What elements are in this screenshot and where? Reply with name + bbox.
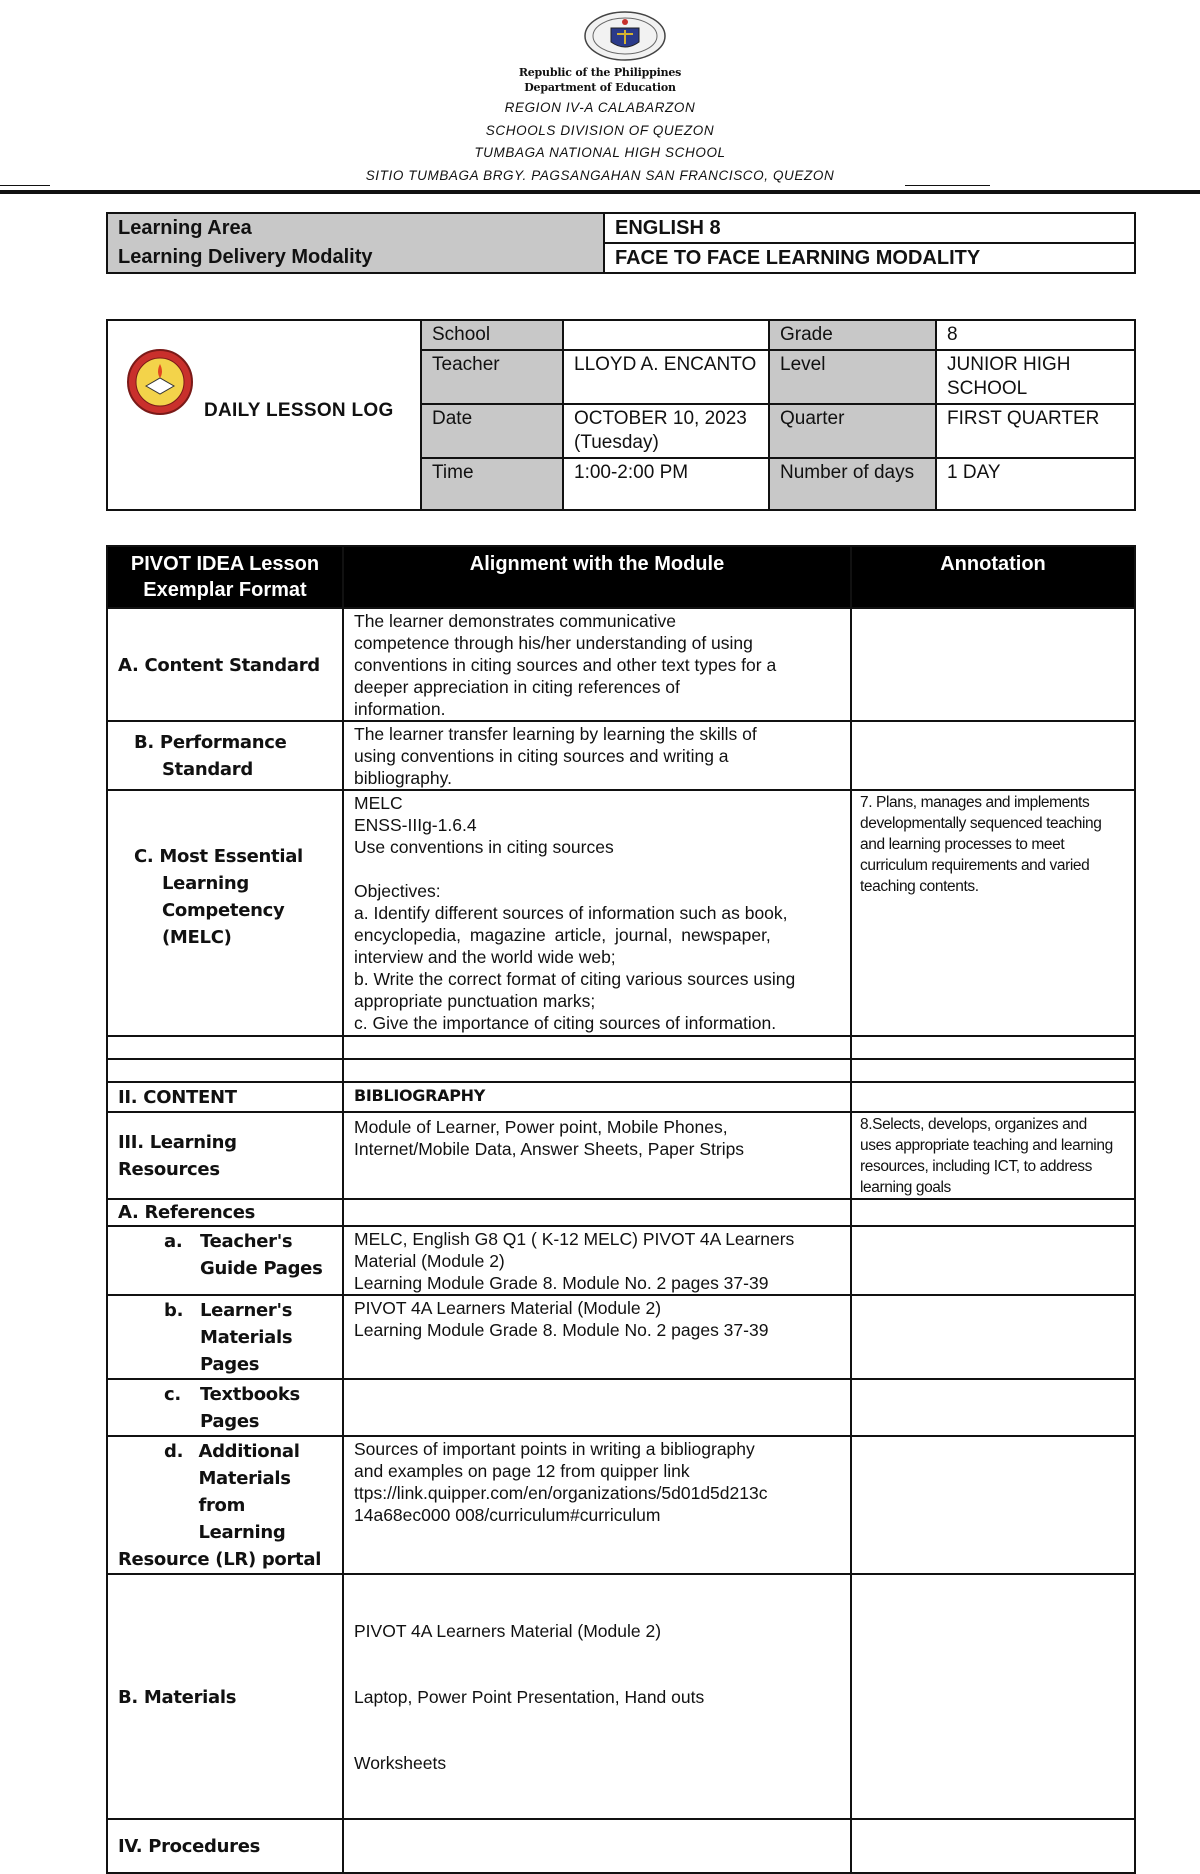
- procedures-annotation: [851, 1819, 1135, 1873]
- learning-area-label: Learning Area: [107, 213, 604, 243]
- textbooks-label: c. Textbooks Pages: [107, 1379, 343, 1436]
- time-value: 1:00-2:00 PM: [563, 458, 769, 510]
- melc-label: C. Most Essential Learning Competency (MELC): [107, 790, 343, 1036]
- level-value: JUNIOR HIGH SCHOOL: [936, 350, 1135, 404]
- additional-materials-annotation: [851, 1436, 1135, 1574]
- school-logo-icon: [126, 348, 194, 416]
- header-department: Department of Education: [524, 81, 676, 94]
- dll-title: DAILY LESSON LOG: [204, 400, 394, 421]
- content-standard-text: The learner demonstrates communicative competence through his/her understanding of using conventions in citing sources and other text types for a deeper appreciation in citing references of information.: [343, 608, 851, 721]
- additional-materials-label: d. Additional Materials from Learning Resource (LR) portal: [107, 1436, 343, 1574]
- performance-standard-label: B. Performance Standard: [107, 721, 343, 790]
- spacer-cell: [851, 1036, 1135, 1059]
- grade-value: 8: [936, 320, 1135, 350]
- learning-resources-annotation: 8.Selects, develops, organizes and uses appropriate teaching and learning resources, including ICT, to address learning goals: [851, 1112, 1135, 1199]
- lesson-exemplar-table: [106, 545, 1136, 1874]
- quarter-label: Quarter: [769, 404, 936, 458]
- learning-area-value: ENGLISH 8: [604, 213, 1135, 243]
- materials-annotation: [851, 1574, 1135, 1819]
- performance-standard-annotation: [851, 721, 1135, 790]
- header-annotation: Annotation: [851, 546, 1135, 608]
- date-label: Date: [421, 404, 563, 458]
- header-rule-left: [0, 185, 50, 186]
- materials-label: B. Materials: [107, 1574, 343, 1819]
- content-standard-label: A. Content Standard: [107, 608, 343, 721]
- learning-resources-label: III. Learning Resources: [107, 1112, 343, 1199]
- teacher-label: Teacher: [421, 350, 563, 404]
- content-label: II. CONTENT: [107, 1082, 343, 1112]
- learning-area-table: [106, 212, 1136, 274]
- days-value: 1 DAY: [936, 458, 1135, 510]
- textbooks-text: [343, 1379, 851, 1436]
- textbooks-annotation: [851, 1379, 1135, 1436]
- days-label: Number of days: [769, 458, 936, 510]
- grade-label: Grade: [769, 320, 936, 350]
- spacer-cell: [851, 1059, 1135, 1082]
- modality-label: Learning Delivery Modality: [107, 243, 604, 273]
- references-value: [343, 1199, 851, 1226]
- teachers-guide-text: MELC, English G8 Q1 ( K-12 MELC) PIVOT 4A Learners Material (Module 2) Learning Module Grade 8. Module No. 2 pages 37-39: [343, 1226, 851, 1295]
- references-label: A. References: [107, 1199, 343, 1226]
- header-rule-right: [905, 185, 990, 186]
- school-label: School: [421, 320, 563, 350]
- daily-lesson-log-table: [106, 319, 1136, 511]
- teachers-guide-label: a. Teacher's Guide Pages: [107, 1226, 343, 1295]
- melc-annotation: 7. Plans, manages and implements developmentally sequenced teaching and learning processes to meet curriculum requirements and varied teaching contents.: [851, 790, 1135, 1036]
- header-address: SITIO TUMBAGA BRGY. PAGSANGAHAN SAN FRANCISCO, QUEZON: [365, 168, 835, 183]
- additional-materials-text: Sources of important points in writing a bibliography and examples on page 12 from quipper link ttps://link.quipper.com/en/organizations/5d01d5d213c 14a68ec000 008/curriculum#curriculum: [343, 1436, 851, 1574]
- procedures-label: IV. Procedures: [107, 1819, 343, 1873]
- content-annotation: [851, 1082, 1135, 1112]
- deped-seal-icon: [581, 10, 669, 62]
- header-alignment: Alignment with the Module: [343, 546, 851, 608]
- modality-value: FACE TO FACE LEARNING MODALITY: [604, 243, 1135, 273]
- learners-materials-label: b. Learner's Materials Pages: [107, 1295, 343, 1379]
- header-republic: Republic of the Philippines: [518, 66, 682, 79]
- header-region: REGION IV-A CALABARZON: [504, 100, 696, 115]
- performance-standard-text: The learner transfer learning by learning the skills of using conventions in citing sources and writing a bibliography.: [343, 721, 851, 790]
- header-division: SCHOOLS DIVISION OF QUEZON: [485, 123, 715, 138]
- content-value: BIBLIOGRAPHY: [343, 1082, 851, 1112]
- learners-materials-annotation: [851, 1295, 1135, 1379]
- spacer-cell: [107, 1059, 343, 1082]
- dll-title-cell: [107, 320, 421, 510]
- level-label: Level: [769, 350, 936, 404]
- learners-materials-text: PIVOT 4A Learners Material (Module 2) Learning Module Grade 8. Module No. 2 pages 37-39: [343, 1295, 851, 1379]
- header-format: PIVOT IDEA Lesson Exemplar Format: [107, 546, 343, 608]
- spacer-cell: [343, 1036, 851, 1059]
- content-standard-annotation: [851, 608, 1135, 721]
- school-value: [563, 320, 769, 350]
- teacher-value: LLOYD A. ENCANTO: [563, 350, 769, 404]
- quarter-value: FIRST QUARTER: [936, 404, 1135, 458]
- date-value: OCTOBER 10, 2023 (Tuesday): [563, 404, 769, 458]
- learning-resources-text: Module of Learner, Power point, Mobile Phones, Internet/Mobile Data, Answer Sheets, Paper Strips: [343, 1112, 851, 1199]
- time-label: Time: [421, 458, 563, 510]
- procedures-text: [343, 1819, 851, 1873]
- header-school: TUMBAGA NATIONAL HIGH SCHOOL: [474, 145, 726, 160]
- teachers-guide-annotation: [851, 1226, 1135, 1295]
- header-divider: [0, 190, 1200, 194]
- spacer-cell: [107, 1036, 343, 1059]
- spacer-cell: [343, 1059, 851, 1082]
- melc-text: MELC ENSS-IIIg-1.6.4 Use conventions in citing sources Objectives: a. Identify different sources of information such as book, encyclopedia, magazine article, journal, newspaper, interview and the world wide web; b. Write the correct format of citing various sources using appropriate punctuation marks; c. Give the importance of citing sources of information.: [343, 790, 851, 1036]
- materials-text: PIVOT 4A Learners Material (Module 2) Laptop, Power Point Presentation, Hand outs Worksheets: [343, 1574, 851, 1819]
- references-annotation: [851, 1199, 1135, 1226]
